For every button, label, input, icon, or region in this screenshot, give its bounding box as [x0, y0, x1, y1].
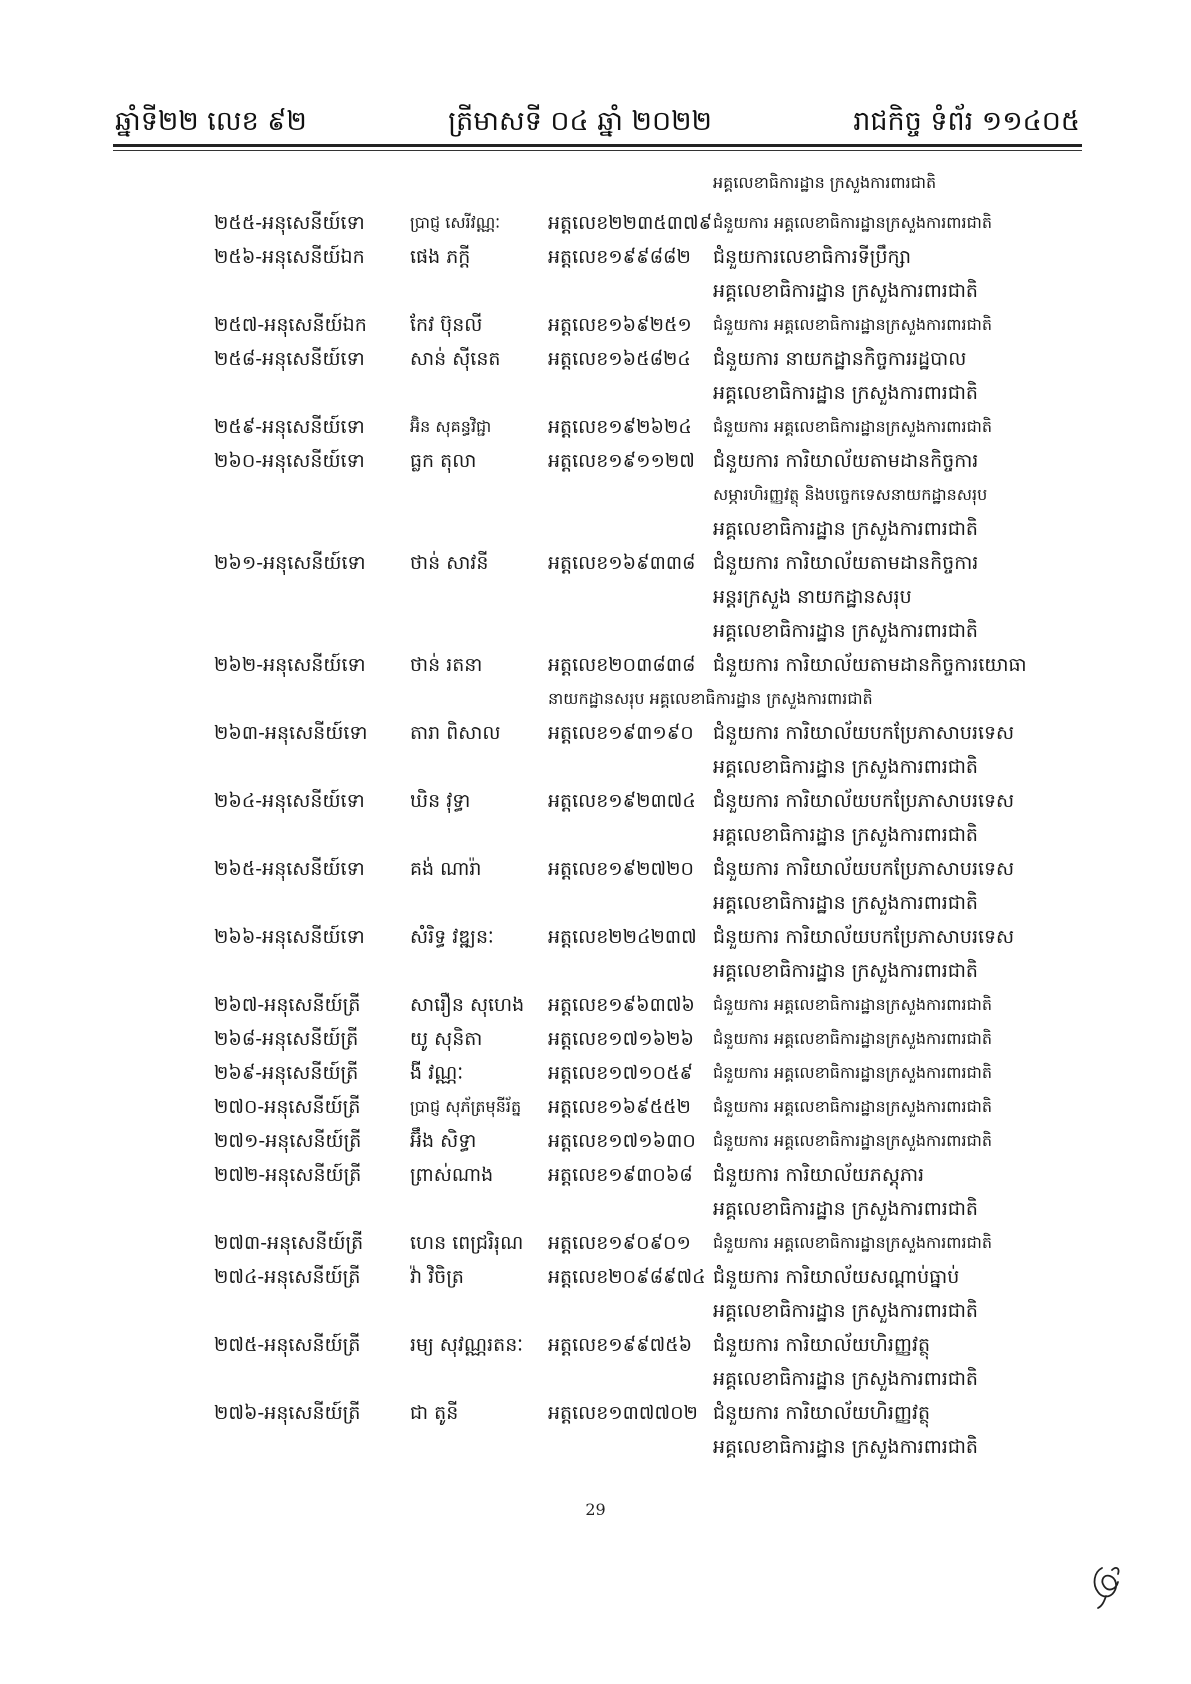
- entry-continuation-line: [0, 478, 1191, 512]
- entry-continuation-line: [0, 750, 1191, 784]
- entry-name: សាន់ ស៊ីនេត: [410, 348, 501, 370]
- entry-main-line: [0, 1090, 1191, 1124]
- list-item: [0, 1226, 1191, 1260]
- entry-main-line: [0, 206, 1191, 240]
- entry-continuation-line: [0, 376, 1191, 410]
- entry-continuation-line: [0, 580, 1191, 614]
- entry-name: ថាន់ សាវនី: [410, 552, 489, 574]
- entry-number-rank: ២៧៤-អនុសេនីយ៍ត្រី: [214, 1266, 361, 1288]
- entry-name: ងី វណ្ណៈ: [410, 1062, 464, 1084]
- entry-main-line: [0, 240, 1191, 274]
- entry-name: ជា តូនី: [410, 1402, 459, 1424]
- entry-id: អត្តលេខ១៩០៩០១: [548, 1232, 691, 1254]
- entry-id: អត្តលេខ១៩៣១៩០: [548, 722, 694, 744]
- list-item: [0, 342, 1191, 410]
- header-quarter: ត្រីមាសទី ០៤ ឆ្នាំ ២០២២: [448, 106, 712, 137]
- entry-id: អត្តលេខ១៧១៦៣០: [548, 1130, 696, 1152]
- entry-continuation-line: [0, 614, 1191, 648]
- entry-id: អត្តលេខ១៦៩៥៥២: [548, 1096, 691, 1118]
- entry-main-line: [0, 1158, 1191, 1192]
- entry-position-continuation: អគ្គលេខាធិការដ្ឋាន ក្រសួងការពារជាតិ: [713, 1300, 978, 1322]
- entry-continuation-line: [0, 1192, 1191, 1226]
- list-item: [0, 1260, 1191, 1328]
- list-item: [0, 1328, 1191, 1396]
- entry-position: ជំនួយការ អគ្គលេខាធិការដ្ឋានក្រសួងការពារជាតិ: [713, 1097, 992, 1116]
- entries: [0, 206, 1191, 1464]
- entry-position: ជំនួយការ ការិយាល័យតាមដានកិច្ចការ: [713, 552, 979, 574]
- entry-position: ជំនួយការ ការិយាល័យបកប្រែភាសាបរទេស: [713, 926, 1015, 948]
- entry-main-line: [0, 716, 1191, 750]
- entry-position: ជំនួយការ អគ្គលេខាធិការដ្ឋានក្រសួងការពារជាតិ: [713, 315, 992, 334]
- entry-id: អត្តលេខ១៩២៣៧៤: [548, 790, 696, 812]
- entry-number-rank: ២៦៣-អនុសេនីយ៍ទោ: [214, 722, 368, 744]
- entry-name: រម្យ សុវណ្ណរតនៈ: [410, 1334, 524, 1356]
- entry-number-rank: ២៦៨-អនុសេនីយ៍ត្រី: [214, 1028, 359, 1050]
- entry-position: ជំនួយការ ការិយាល័យសណ្តាប់ធ្នាប់: [713, 1266, 960, 1288]
- entry-position-continuation: អគ្គលេខាធិការដ្ឋាន ក្រសួងការពារជាតិ: [713, 1198, 978, 1220]
- entry-number-rank: ២៧១-អនុសេនីយ៍ត្រី: [214, 1130, 362, 1152]
- list-item: [0, 852, 1191, 920]
- header-rule: [113, 144, 1082, 147]
- entry-position: ជំនួយការ អគ្គលេខាធិការដ្ឋានក្រសួងការពារជាតិ: [713, 417, 992, 436]
- list-item: [0, 308, 1191, 342]
- entry-main-line: [0, 1022, 1191, 1056]
- entry-main-line: [0, 648, 1191, 682]
- entry-name: អ៊ឹង សិទ្ធា: [410, 1130, 477, 1152]
- list-item: [0, 988, 1191, 1022]
- entry-position-continuation: អគ្គលេខាធិការដ្ឋាន ក្រសួងការពារជាតិ: [713, 1368, 978, 1390]
- entry-name: សំរិទ្ធ វឌ្ឍនៈ: [410, 926, 494, 948]
- page-number: 29: [585, 1500, 606, 1519]
- entry-id: អត្តលេខ១៦៩៣៣៨: [548, 552, 696, 574]
- entry-name: ប្រាជ្ញ សេរីវណ្ណៈ: [410, 213, 501, 232]
- entry-name: គង់ ណារ៉ា: [410, 858, 482, 880]
- entry-main-line: [0, 988, 1191, 1022]
- list-item: [0, 1124, 1191, 1158]
- entry-name: វ៉ា វិចិត្រ: [410, 1266, 464, 1288]
- continuation-line: [0, 172, 1191, 206]
- entry-number-rank: ២៦០-អនុសេនីយ៍ទោ: [214, 450, 365, 472]
- list-item: [0, 920, 1191, 988]
- entry-continuation-line: [0, 818, 1191, 852]
- entry-name: ផេង ភក្តី: [410, 246, 471, 268]
- entry-name: ព្រាស់ណាង: [410, 1164, 494, 1186]
- entry-main-line: [0, 1056, 1191, 1090]
- entry-position-continuation: អគ្គលេខាធិការដ្ឋាន ក្រសួងការពារជាតិ: [713, 280, 978, 302]
- entry-number-rank: ២៦៤-អនុសេនីយ៍ទោ: [214, 790, 365, 812]
- list-item: [0, 1090, 1191, 1124]
- entry-position-continuation: អគ្គលេខាធិការដ្ឋាន ក្រសួងការពារជាតិ: [713, 382, 978, 404]
- entry-main-line: [0, 1124, 1191, 1158]
- entry-number-rank: ២៦៩-អនុសេនីយ៍ត្រី: [214, 1062, 359, 1084]
- entry-id: អត្តលេខ១៩៩៧៥៦: [548, 1334, 693, 1356]
- header-issue: ឆ្នាំទី២២ លេខ ៩២: [115, 106, 307, 137]
- list-item: [0, 1158, 1191, 1226]
- entry-position: ជំនួយការ អគ្គលេខាធិការដ្ឋានក្រសួងការពារជាតិ: [713, 1029, 992, 1048]
- entries-list: [0, 172, 1191, 1464]
- list-item: [0, 1056, 1191, 1090]
- entry-position: ជំនួយការលេខាធិការទីប្រឹក្សា: [713, 246, 911, 268]
- entry-position: ជំនួយការ ការិយាល័យបកប្រែភាសាបរទេស: [713, 722, 1015, 744]
- entry-name: សារឿន សុហេង: [410, 994, 525, 1016]
- signature-initial-icon: [1090, 1562, 1124, 1610]
- top-continuation: អគ្គលេខាធិការដ្ឋាន ក្រសួងការពារជាតិ: [713, 173, 937, 192]
- entry-continuation-line: [0, 1430, 1191, 1464]
- entry-continuation-line: [0, 954, 1191, 988]
- entry-position: ជំនួយការ នាយកដ្ឋានកិច្ចការរដ្ឋបាល: [713, 348, 967, 370]
- entry-main-line: [0, 410, 1191, 444]
- entry-position-continuation: អគ្គលេខាធិការដ្ឋាន ក្រសួងការពារជាតិ: [713, 960, 978, 982]
- header-page: រាជកិច្ច ទំព័រ ១១៤០៥: [853, 106, 1080, 137]
- entry-number-rank: ២៧៣-អនុសេនីយ៍ត្រី: [214, 1232, 364, 1254]
- entry-main-line: [0, 784, 1191, 818]
- entry-position-continuation: អគ្គលេខាធិការដ្ឋាន ក្រសួងការពារជាតិ: [713, 756, 978, 778]
- entry-position-continuation: អន្តរក្រសួង នាយកដ្ឋានសរុប: [713, 586, 912, 608]
- entry-position: ជំនួយការ ការិយាល័យបកប្រែភាសាបរទេស: [713, 790, 1015, 812]
- entry-continuation-line: [0, 682, 1191, 716]
- entry-main-line: [0, 1260, 1191, 1294]
- entry-number-rank: ២៧២-អនុសេនីយ៍ត្រី: [214, 1164, 362, 1186]
- entry-position-continuation: អគ្គលេខាធិការដ្ឋាន ក្រសួងការពារជាតិ: [713, 892, 978, 914]
- entry-main-line: [0, 1226, 1191, 1260]
- entry-continuation-line: [0, 886, 1191, 920]
- entry-number-rank: ២៧៦-អនុសេនីយ៍ត្រី: [214, 1402, 361, 1424]
- list-item: [0, 546, 1191, 648]
- entry-number-rank: ២៥៧-អនុសេនីយ៍ឯក: [214, 314, 367, 336]
- entry-name: ហេន ពេជ្ររិរុណ: [410, 1232, 524, 1254]
- entry-position: ជំនួយការ អគ្គលេខាធិការដ្ឋានក្រសួងការពារជាតិ: [713, 1131, 992, 1150]
- list-item: [0, 444, 1191, 546]
- entry-main-line: [0, 444, 1191, 478]
- entry-id: អត្តលេខ១៩៣០៦៨: [548, 1164, 693, 1186]
- entry-position: ជំនួយការ ការិយាល័យហិរញ្ញវត្ថុ: [713, 1334, 931, 1356]
- entry-id: អត្តលេខ១៦៥៨២៤: [548, 348, 691, 370]
- entry-name: តារា ពិសាល: [410, 722, 501, 744]
- entry-number-rank: ២៦៥-អនុសេនីយ៍ទោ: [214, 858, 365, 880]
- entry-position: ជំនួយការ អគ្គលេខាធិការដ្ឋានក្រសួងការពារជាតិ: [713, 995, 992, 1014]
- entry-continuation-line: [0, 1294, 1191, 1328]
- entry-id: អត្តលេខ១៧១៦២៦: [548, 1028, 694, 1050]
- entry-position: ជំនួយការ អគ្គលេខាធិការដ្ឋានក្រសួងការពារជាតិ: [713, 1233, 992, 1252]
- entry-number-rank: ២៥៦-អនុសេនីយ៍ឯក: [214, 246, 365, 268]
- entry-name: យូ សុនិតា: [410, 1028, 483, 1050]
- entry-position: ជំនួយការ ការិយាល័យបកប្រែភាសាបរទេស: [713, 858, 1015, 880]
- entry-id: អត្តលេខ១៣៧៧០២: [548, 1402, 698, 1424]
- entry-position-continuation: អគ្គលេខាធិការដ្ឋាន ក្រសួងការពារជាតិ: [713, 824, 978, 846]
- entry-id: អត្តលេខ២០៣៨៣៨: [548, 654, 696, 676]
- entry-position: ជំនួយការ ការិយាល័យតាមដានកិច្ចការ: [713, 450, 979, 472]
- list-item: [0, 1396, 1191, 1464]
- entry-number-rank: ២៧៥-អនុសេនីយ៍ត្រី: [214, 1334, 361, 1356]
- entry-main-line: [0, 342, 1191, 376]
- page-header: [115, 88, 1080, 144]
- list-item: [0, 410, 1191, 444]
- entry-number-rank: ២៦១-អនុសេនីយ៍ទោ: [214, 552, 366, 574]
- header-rule-thin: [113, 150, 1082, 151]
- list-item: [0, 240, 1191, 308]
- entry-position: ជំនួយការ ការិយាល័យភស្តុភារ: [713, 1164, 925, 1186]
- entry-id: អត្តលេខ១៩២៧២០: [548, 858, 694, 880]
- entry-main-line: [0, 1396, 1191, 1430]
- entry-id: អត្តលេខ១៩២៦២៤: [548, 416, 692, 438]
- entry-name: ធ្លក តុលា: [410, 450, 477, 472]
- entry-number-rank: ២៥៩-អនុសេនីយ៍ទោ: [214, 416, 365, 438]
- entry-position: ជំនួយការ អគ្គលេខាធិការដ្ឋានក្រសួងការពារជាតិ: [713, 213, 992, 232]
- entry-position-continuation: អគ្គលេខាធិការដ្ឋាន ក្រសួងការពារជាតិ: [713, 1436, 978, 1458]
- entry-main-line: [0, 852, 1191, 886]
- entry-name: អ៊ិន សុគន្ធវិជ្ជា: [410, 417, 492, 436]
- entry-main-line: [0, 1328, 1191, 1362]
- entry-position: ជំនួយការ ការិយាល័យតាមដានកិច្ចការយោធា: [713, 654, 1027, 676]
- entry-number-rank: ២៧០-អនុសេនីយ៍ត្រី: [214, 1096, 361, 1118]
- entry-number-rank: ២៥៨-អនុសេនីយ៍ទោ: [214, 348, 365, 370]
- entry-position-continuation: អគ្គលេខាធិការដ្ឋាន ក្រសួងការពារជាតិ: [713, 620, 978, 642]
- list-item: [0, 1022, 1191, 1056]
- entry-id: អត្តលេខ១៩៩៨៨២: [548, 246, 691, 268]
- list-item: [0, 206, 1191, 240]
- entry-number-rank: ២៦៦-អនុសេនីយ៍ទោ: [214, 926, 365, 948]
- entry-continuation-line: [0, 274, 1191, 308]
- entry-id: អត្តលេខ២២៤២៣៧: [548, 926, 697, 948]
- entry-main-line: [0, 308, 1191, 342]
- entry-number-rank: ២៥៥-អនុសេនីយ៍ទោ: [214, 212, 365, 234]
- entry-id: អត្តលេខ១៩១១២៧: [548, 450, 695, 472]
- entry-id: អត្តលេខ១៧១០៥៩: [548, 1062, 694, 1084]
- list-item: [0, 784, 1191, 852]
- list-item: [0, 648, 1191, 716]
- entry-position-continuation: អគ្គលេខាធិការដ្ឋាន ក្រសួងការពារជាតិ: [713, 518, 978, 540]
- entry-id: អត្តលេខ២២៣៥៣៧៩: [548, 212, 713, 234]
- entry-continuation-line: [0, 512, 1191, 546]
- list-item: [0, 716, 1191, 784]
- entry-main-line: [0, 920, 1191, 954]
- entry-position: ជំនួយការ ការិយាល័យហិរញ្ញវត្ថុ: [713, 1402, 931, 1424]
- entry-id: អត្តលេខ១៦៩២៥១: [548, 314, 692, 336]
- entry-number-rank: ២៦៧-អនុសេនីយ៍ត្រី: [214, 994, 361, 1016]
- entry-id: អត្តលេខ២០៩៨៩៧៤: [548, 1266, 706, 1288]
- entry-position-continuation: នាយកដ្ឋានសរុប អគ្គលេខាធិការដ្ឋាន ក្រសួងការពារជាតិ: [548, 689, 873, 708]
- entry-name: កែវ ប៊ុនលី: [410, 314, 483, 336]
- entry-continuation-line: [0, 1362, 1191, 1396]
- entry-main-line: [0, 546, 1191, 580]
- entry-position-continuation: សម្ភារហិរញ្ញវត្ថុ និងបច្ចេកទេសនាយកដ្ឋានសរុប: [713, 485, 988, 504]
- entry-name: ឃិន វុទ្ធា: [410, 790, 471, 812]
- entry-number-rank: ២៦២-អនុសេនីយ៍ទោ: [214, 654, 366, 676]
- entry-position: ជំនួយការ អគ្គលេខាធិការដ្ឋានក្រសួងការពារជាតិ: [713, 1063, 992, 1082]
- entry-name: ប្រាជ្ញ សុភ័ត្រមុនីរ័ត្ន: [410, 1097, 522, 1116]
- entry-id: អត្តលេខ១៩៦៣៧៦: [548, 994, 695, 1016]
- entry-name: ថាន់ រតនា: [410, 654, 483, 676]
